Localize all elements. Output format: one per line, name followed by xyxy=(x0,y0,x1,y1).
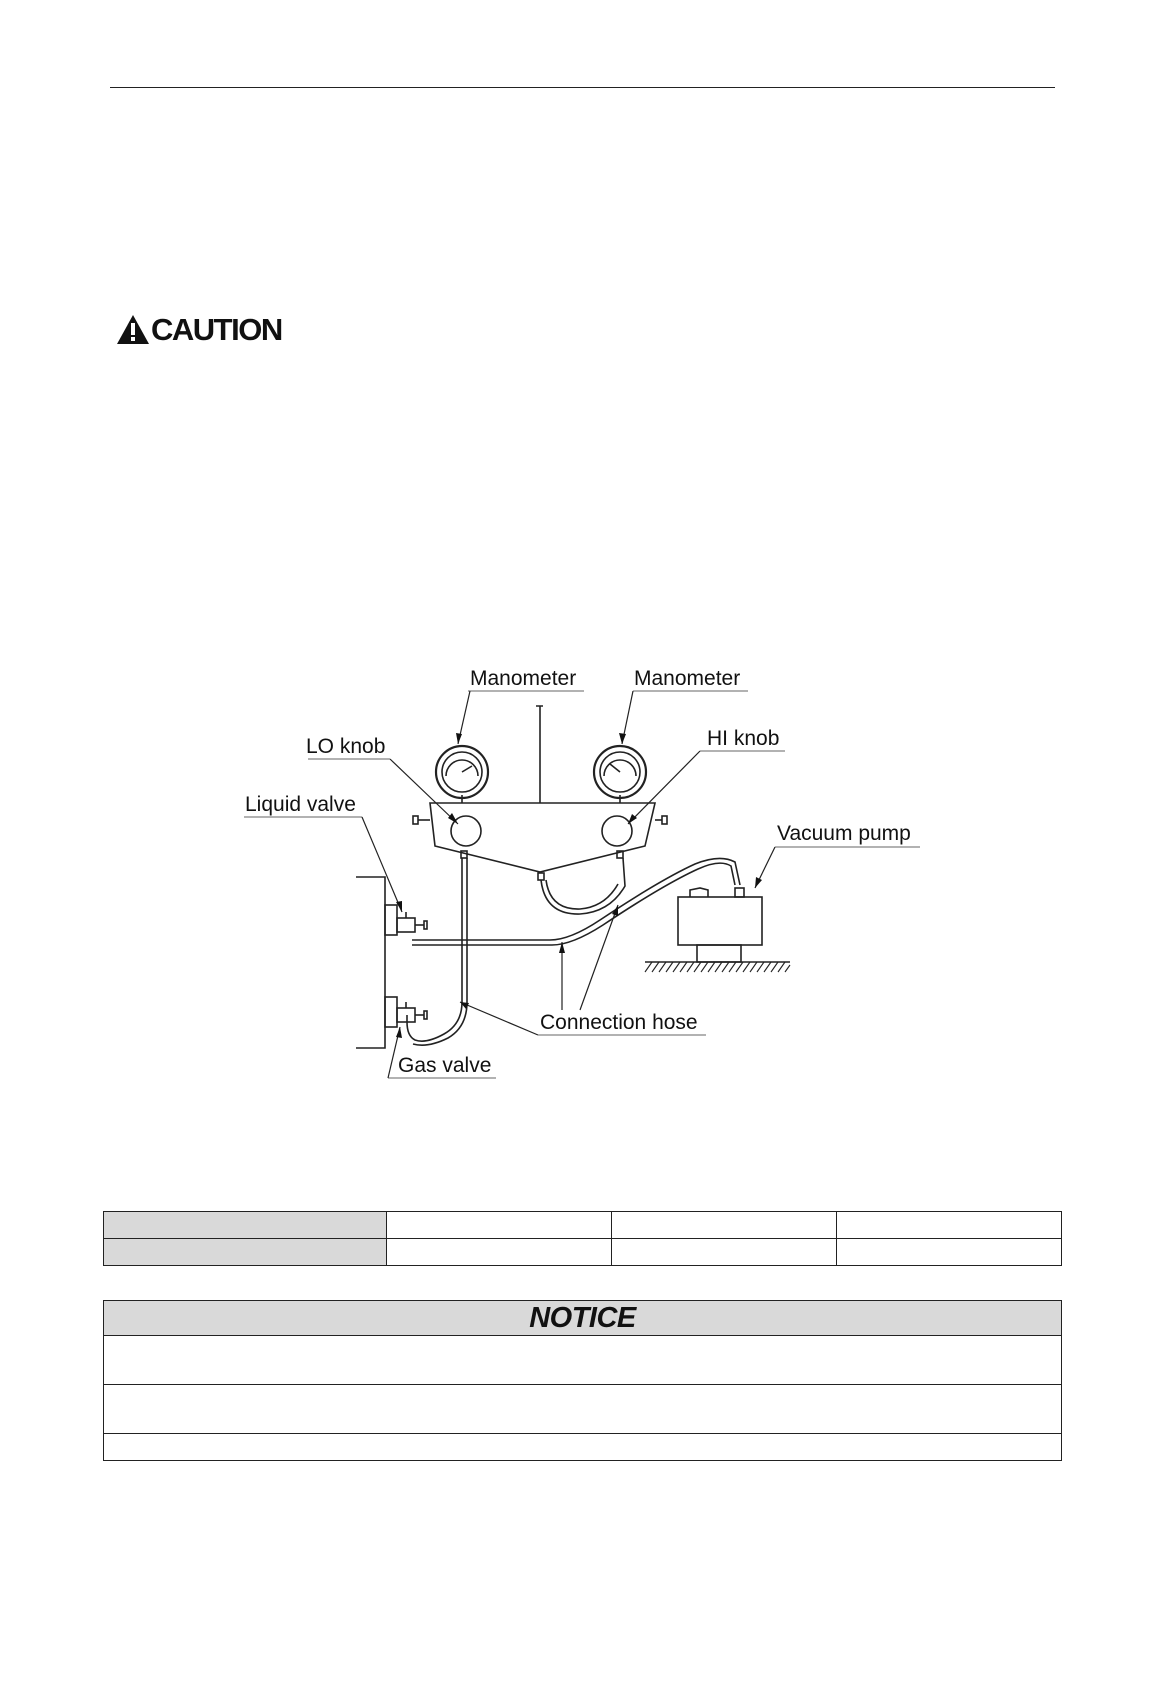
table-cell xyxy=(387,1212,612,1239)
notice-row xyxy=(104,1434,1062,1461)
label-vacuum-pump: Vacuum pump xyxy=(777,822,911,845)
caution-label: CAUTION xyxy=(151,312,282,347)
table-header-cell xyxy=(104,1239,387,1266)
table-cell xyxy=(612,1239,837,1266)
table-cell xyxy=(387,1239,612,1266)
notice-row xyxy=(104,1336,1062,1385)
label-liquid-valve: Liquid valve xyxy=(245,793,356,816)
table-row xyxy=(104,1239,1062,1266)
label-gas-valve: Gas valve xyxy=(398,1054,492,1077)
table-cell xyxy=(612,1212,837,1239)
table-row xyxy=(104,1212,1062,1239)
notice-row xyxy=(104,1385,1062,1434)
notice-title: NOTICE xyxy=(104,1301,1062,1336)
label-hi-knob: HI knob xyxy=(707,727,780,750)
label-manometer-right: Manometer xyxy=(634,667,741,690)
notice-box xyxy=(103,1300,1062,1461)
label-manometer-left: Manometer xyxy=(470,667,577,690)
spec-table xyxy=(103,1211,1062,1266)
table-cell xyxy=(837,1239,1062,1266)
label-connection-hose: Connection hose xyxy=(540,1011,698,1034)
table-header-cell xyxy=(104,1212,387,1239)
table-cell xyxy=(837,1212,1062,1239)
label-lo-knob: LO knob xyxy=(306,735,386,758)
